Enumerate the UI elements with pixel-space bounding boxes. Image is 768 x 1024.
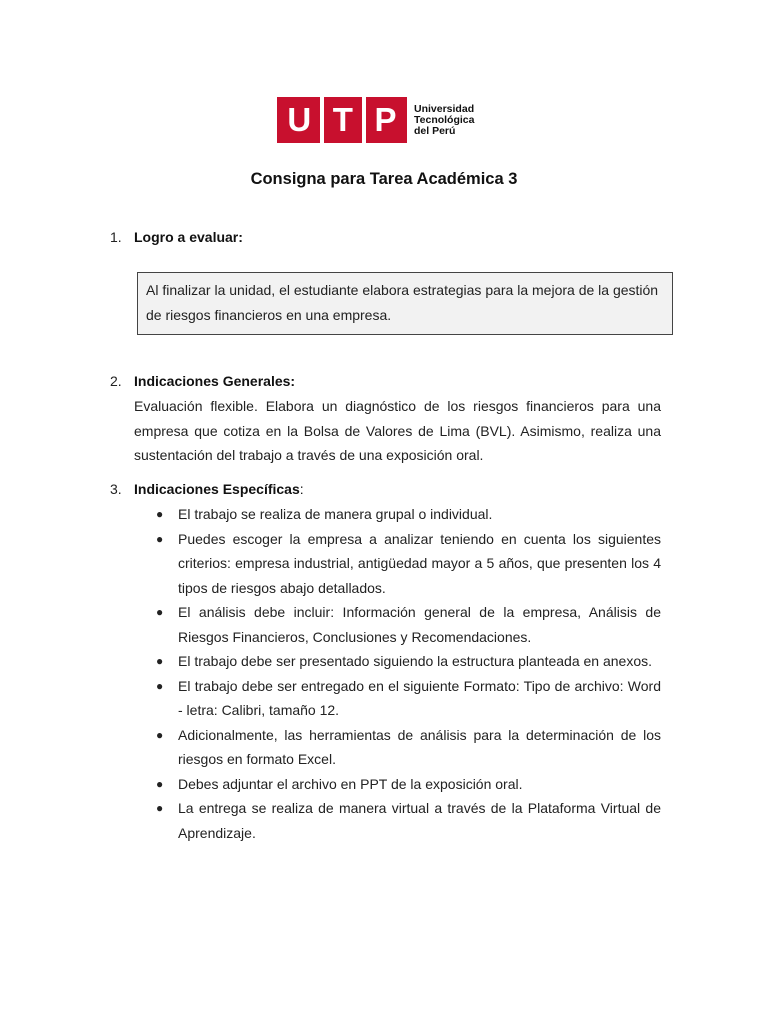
section-number: 3.: [110, 481, 122, 497]
list-item: [134, 772, 661, 797]
list-item: [134, 502, 661, 527]
list-item: [134, 796, 661, 845]
logo-separator: [320, 97, 324, 143]
list-item-text: El trabajo debe ser entregado en el siguiente Formato: Tipo de archivo: Word - letra: Calibri, tamaño 12.: [178, 677, 661, 718]
learning-goal-box: Al finalizar la unidad, el estudiante elabora estrategias para la mejora de la gestión de riesgos financieros en una empresa.: [137, 272, 673, 335]
list-item-text: El trabajo debe ser presentado siguiendo la estructura planteada en anexos.: [178, 653, 652, 669]
bullet-icon: ●: [156, 507, 164, 521]
section-number: 2.: [110, 373, 122, 389]
logo-wordmark-line: Tecnológica: [414, 113, 475, 126]
list-item-text: Adicionalmente, las herramientas de análisis para la determinación de los riesgos en formato Excel.: [178, 726, 661, 767]
section-heading-colon: :: [299, 481, 304, 497]
logo-wordmark: [414, 104, 474, 137]
logo-wordmark-line: Universidad: [414, 102, 475, 115]
list-item-text: El análisis debe incluir: Información general de la empresa, Análisis de Riesgos Financieros, Conclusiones y Recomendaciones.: [178, 604, 661, 645]
bullet-icon: ●: [156, 654, 164, 668]
bullet-icon: ●: [156, 776, 164, 791]
section-heading-logro: Logro a evaluar:: [134, 229, 243, 245]
document-title: Consigna para Tarea Académica 3: [250, 170, 518, 188]
bullet-icon: ●: [156, 678, 164, 693]
logo-wordmark-line: del Perú: [414, 124, 456, 137]
section-heading-generales: Indicaciones Generales:: [134, 373, 296, 389]
list-item: [134, 674, 661, 723]
logo-mark: [277, 97, 407, 143]
bullet-icon: ●: [156, 801, 164, 815]
bullet-icon: ●: [156, 531, 164, 546]
logo-letter-u: U: [287, 101, 312, 138]
list-item-text: El trabajo se realiza de manera grupal o individual.: [178, 506, 493, 522]
list-item: [134, 600, 661, 649]
list-item-text: Puedes escoger la empresa a analizar teniendo en cuenta los siguientes criterios: empresa industrial, antigüedad mayor a 5 años, que presenten los 4 tipos de riesgos abajo detallados.: [178, 530, 661, 596]
section-heading-text: Indicaciones Específicas: [134, 481, 300, 497]
utp-logo: [277, 97, 474, 143]
bullet-icon: ●: [156, 605, 164, 619]
logo-letter-p: P: [374, 101, 397, 138]
list-item: [134, 527, 661, 601]
logo-letter-t: T: [332, 101, 353, 138]
list-item-text: Debes adjuntar el archivo en PPT de la exposición oral.: [178, 775, 523, 792]
section-number: 1.: [110, 229, 122, 245]
logo-separator: [362, 97, 366, 143]
list-item: [134, 723, 661, 772]
general-instructions-paragraph: Evaluación flexible. Elabora un diagnóstico de los riesgos financieros para una empresa que cotiza en la Bolsa de Valores de Lima (BVL). Asimismo, realiza una sustentación del trabajo a través de una exposición oral.: [134, 398, 661, 463]
list-item: [134, 649, 661, 674]
bullet-icon: ●: [156, 727, 164, 742]
list-item-text: La entrega se realiza de manera virtual a través de la Plataforma Virtual de Aprendizaje.: [178, 800, 661, 841]
specific-instructions-list: [134, 502, 661, 845]
section-heading-especificas: [134, 481, 304, 497]
